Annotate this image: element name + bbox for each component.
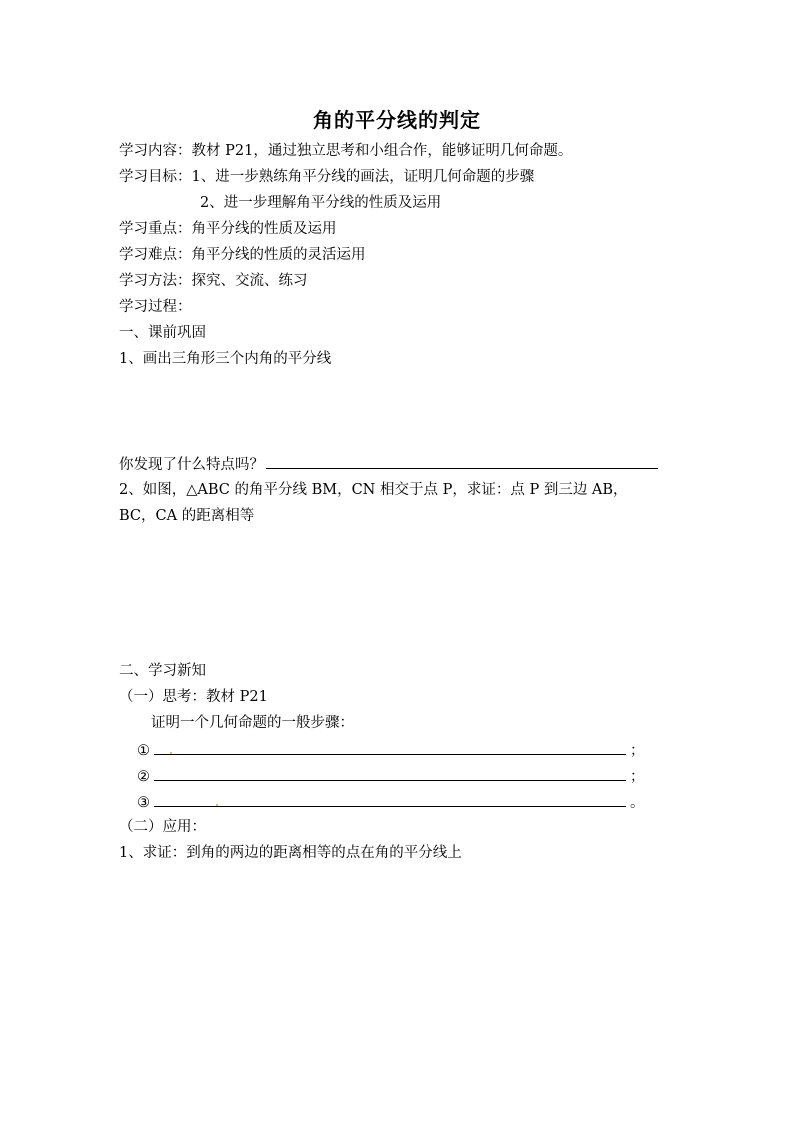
step-end-punct: ； bbox=[630, 743, 645, 759]
question-2-line-2: BC，CA 的距离相等 bbox=[119, 508, 255, 524]
step-marker: ① bbox=[137, 743, 150, 759]
method-line: 学习方法：探究、交流、练习 bbox=[119, 273, 308, 289]
question-1-followup-text: 你发现了什么特点吗？ bbox=[119, 457, 264, 473]
ink-speck bbox=[216, 804, 218, 806]
section-1-heading: 一、课前巩固 bbox=[119, 325, 206, 341]
step-end-punct: ； bbox=[630, 769, 645, 785]
application-question-1: 1、求证：到角的两边的距离相等的点在角的平分线上 bbox=[119, 845, 462, 861]
question-1: 1、画出三角形三个内角的平分线 bbox=[119, 351, 332, 367]
goal-line-2: 2、进一步理解角平分线的性质及运用 bbox=[200, 195, 442, 211]
application-heading: （二）应用： bbox=[119, 819, 206, 835]
question-2-line-1: 2、如图，△ABC 的角平分线 BM，CN 相交于点 P，求证：点 P 到三边 AB， bbox=[119, 482, 628, 498]
step-blank[interactable] bbox=[154, 739, 626, 755]
step-end-punct: 。 bbox=[630, 795, 645, 811]
step-row-2 bbox=[137, 765, 645, 787]
page-title: 角的平分线的判定 bbox=[313, 108, 481, 132]
section-2-heading: 二、学习新知 bbox=[119, 663, 206, 679]
step-row-3 bbox=[137, 791, 645, 813]
step-row-1 bbox=[137, 739, 645, 761]
process-line: 学习过程： bbox=[119, 299, 192, 315]
steps-intro: 证明一个几何命题的一般步骤： bbox=[151, 715, 354, 731]
difficulty-line: 学习难点：角平分线的性质的灵活运用 bbox=[119, 247, 366, 263]
step-marker: ③ bbox=[137, 795, 150, 811]
step-marker: ② bbox=[137, 769, 150, 785]
think-line: （一）思考：教材 P21 bbox=[119, 689, 268, 705]
answer-blank[interactable] bbox=[266, 453, 658, 469]
question-1-followup bbox=[119, 453, 658, 475]
step-blank[interactable] bbox=[154, 791, 626, 807]
key-point-line: 学习重点：角平分线的性质及运用 bbox=[119, 221, 337, 237]
ink-speck bbox=[170, 752, 172, 754]
step-blank[interactable] bbox=[154, 765, 626, 781]
goal-line-1: 学习目标：1、进一步熟练角平分线的画法，证明几何命题的步骤 bbox=[119, 169, 535, 185]
content-line: 学习内容：教材 P21，通过独立思考和小组合作，能够证明几何命题。 bbox=[119, 143, 573, 159]
